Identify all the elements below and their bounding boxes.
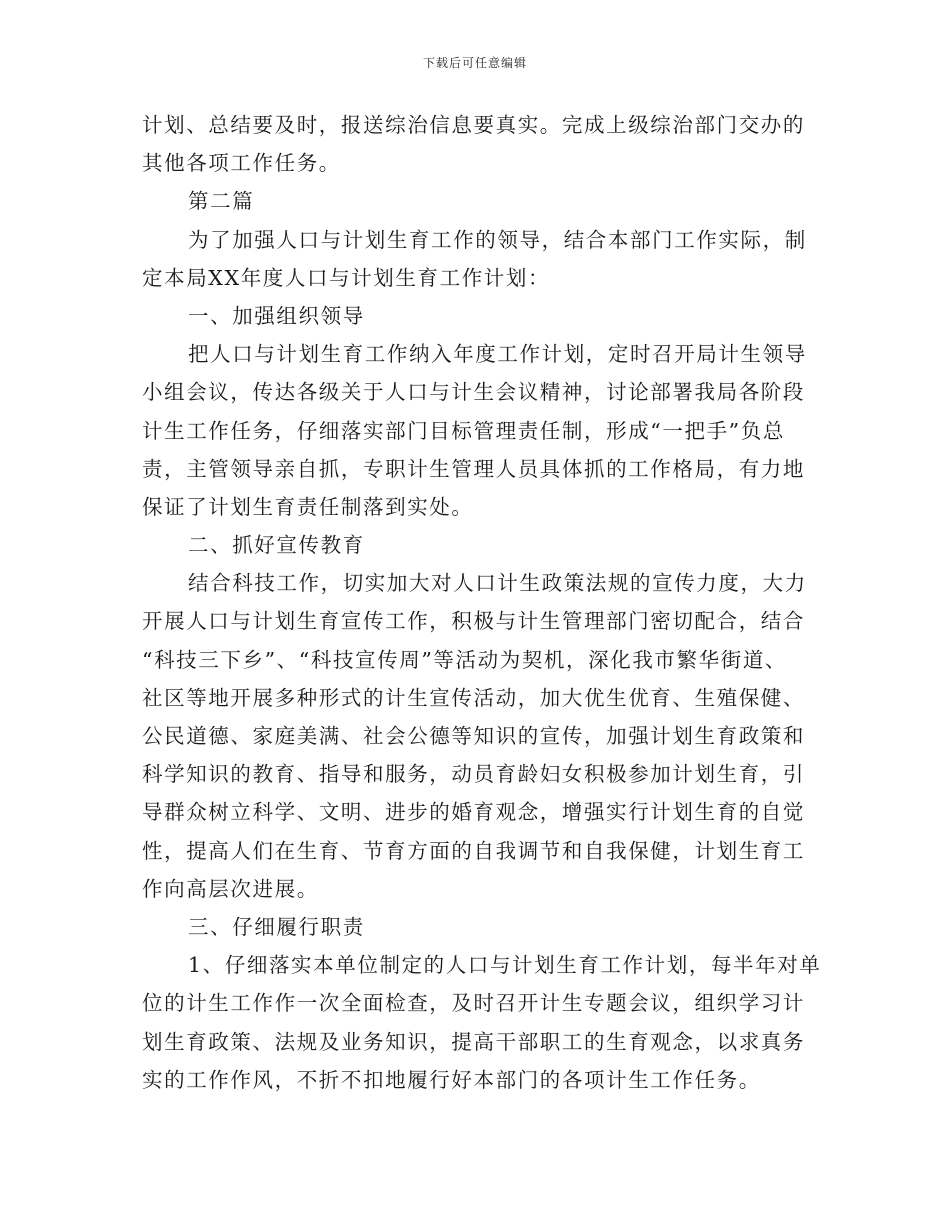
text-line: 位的计生工作作一次全面检查，及时召开计生专题会议，组织学习计 — [142, 991, 805, 1016]
text-line: 三、仔细履行职责 — [188, 914, 365, 939]
text-line: 作向高层次进展。 — [142, 876, 319, 901]
page-header: 下载后可任意编辑 — [422, 56, 527, 70]
text-line: 性，提高人们在生育、节育方面的自我调节和自我保健，计划生育工 — [142, 838, 805, 863]
text-line: 为了加强人口与计划生育工作的领导，结合本部门工作实际，制 — [188, 227, 807, 252]
text-line: 其他各项工作任务。 — [142, 151, 341, 176]
text-line: 定本局XX年度人口与计划生育工作计划： — [142, 265, 551, 290]
text-line: 实的工作作风，不折不扣地履行好本部门的各项计生工作任务。 — [142, 1067, 761, 1092]
text-line: 结合科技工作，切实加大对人口计生政策法规的宣传力度，大力 — [188, 571, 807, 596]
text-line: “科技三下乡”、“科技宣传周”等活动为契机，深化我市繁华街道、 — [142, 647, 788, 672]
text-line: 1、仔细落实本单位制定的人口与计划生育工作计划，每半年对单 — [188, 953, 822, 978]
text-line: 把人口与计划生育工作纳入年度工作计划，定时召开局计生领导 — [188, 342, 807, 367]
text-line: 小组会议，传达各级关于人口与计生会议精神，讨论部署我局各阶段 — [142, 380, 805, 405]
text-line: 计划、总结要及时，报送综治信息要真实。完成上级综治部门交办的 — [142, 113, 805, 137]
text-line: 导群众树立科学、文明、进步的婚育观念，增强实行计划生育的自觉 — [142, 800, 805, 825]
text-line: 一、加强组织领导 — [188, 303, 365, 328]
text-line: 开展人口与计划生育宣传工作，积极与计生管理部门密切配合，结合 — [142, 609, 805, 634]
text-line: 科学知识的教育、指导和服务，动员育龄妇女积极参加计划生育，引 — [142, 762, 805, 787]
text-line: 二、抓好宣传教育 — [188, 533, 365, 558]
text-line: 划生育政策、法规及业务知识，提高干部职工的生育观念，以求真务 — [142, 1029, 805, 1054]
text-line: 保证了计划生育责任制落到实处。 — [142, 494, 474, 519]
text-line: 责，主管领导亲自抓，专职计生管理人员具体抓的工作格局，有力地 — [142, 456, 805, 481]
document-body — [142, 106, 822, 1099]
text-line: 社区等地开展多种形式的计生宣传活动，加大优生优育、生殖保健、 — [142, 685, 805, 710]
text-line: 第二篇 — [188, 189, 255, 214]
text-line: 公民道德、家庭美满、社会公德等知识的宣传，加强计划生育政策和 — [142, 724, 805, 748]
text-line: 计生工作任务，仔细落实部门目标管理责任制，形成“一把手”负总 — [142, 418, 785, 443]
